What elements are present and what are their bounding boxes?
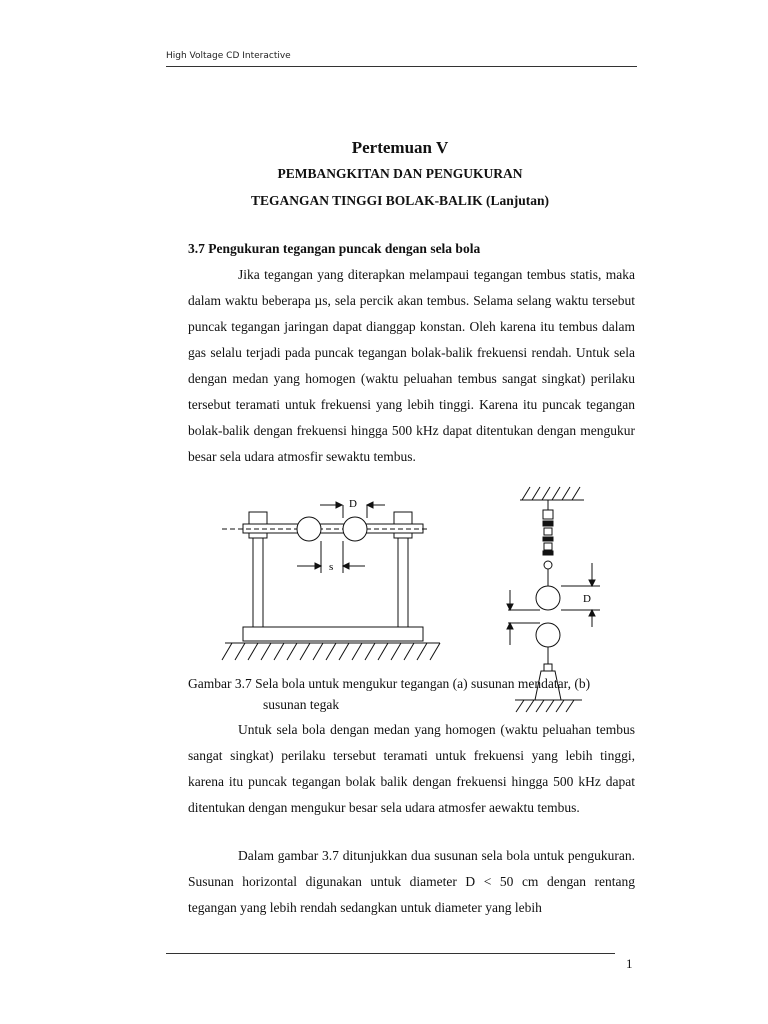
- caption-line-2: susunan tegak: [263, 697, 340, 712]
- header-rule: [166, 66, 637, 67]
- label-d-horizontal: D: [349, 498, 357, 510]
- subtitle-line-1: PEMBANGKITAN DAN PENGUKURAN: [277, 166, 523, 181]
- label-d-vertical: D: [583, 593, 591, 605]
- section-heading: 3.7 Pengukuran tegangan puncak dengan sela bola: [188, 241, 481, 256]
- footer-rule: [166, 953, 615, 954]
- label-s: s: [329, 561, 334, 573]
- paragraph-2: Untuk sela bola dengan medan yang homogen (waktu peluahan tembus sangat singkat) perilaku tersebut teramati untuk frekuensi yang lebih tinggi, karena itu puncak tegangan bolak balik dengan frekuensi hingga 500 kHz dapat ditentukan dengan mengukur besar sela udara atmosfer aewaktu tembus.: [188, 722, 635, 815]
- paragraph-3: Dalam gambar 3.7 ditunjukkan dua susunan sela bola untuk pengukuran. Susunan horizontal digunakan untuk diameter D < 50 cm dengan rentang tegangan yang lebih rendah sedangkan untuk diameter yang lebih: [188, 848, 635, 915]
- paragraph-1: Jika tegangan yang diterapkan melampaui tegangan tembus statis, maka dalam waktu beberapa µs, sela percik akan tembus. Selama selang waktu tersebut puncak tegangan jaringan dapat dianggap konstan. Oleh karena itu tembus dalam gas selalu terjadi pada puncak tegangan bolak-balik frekuensi rendah. Untuk sela dengan medan yang homogen (waktu peluahan tembus sangat singkat) perilaku tersebut teramati untuk frekuensi yang lebih tinggi. Karena itu puncak tegangan bolak-balik dengan frekuensi hingga 500 kHz dapat ditentukan dengan mengukur besar sela udara atmosfir sewaktu tembus.: [188, 267, 635, 464]
- horizontal-sphere-gap-diagram: [222, 502, 440, 660]
- running-header: High Voltage CD Interactive: [166, 51, 291, 61]
- figure-caption: [188, 673, 638, 715]
- subtitle-line-2: TEGANGAN TINGGI BOLAK-BALIK (Lanjutan): [251, 193, 549, 208]
- ground-hatching-left: [222, 643, 440, 660]
- page-title: Pertemuan V: [351, 138, 449, 157]
- page-number: 1: [626, 956, 633, 971]
- caption-line-1: Gambar 3.7 Sela bola untuk mengukur tegangan (a) susunan mendatar, (b): [188, 676, 591, 691]
